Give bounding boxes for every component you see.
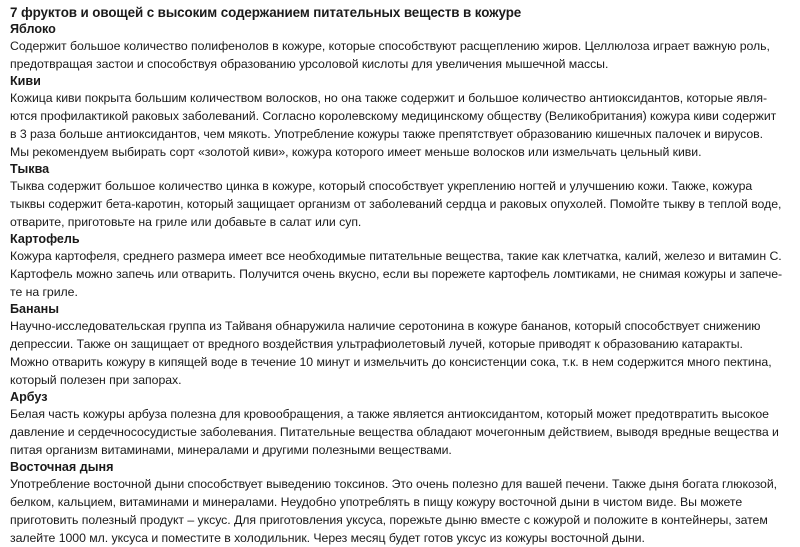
section-heading: Киви xyxy=(10,74,41,88)
paragraph-line: белком, кальцием, витаминами и минералами. Неудобно употреблять в пищу кожуру восточной дыни в чистом виде. Вы можете xyxy=(10,495,743,509)
paragraph-line: Кожица киви покрыта большим количеством волосков, но она также содержит и большое количество антиоксидантов, которые явля- xyxy=(10,91,767,105)
section-heading: Арбуз xyxy=(10,390,48,404)
paragraph-line: тыквы содержит бета-каротин, который защищает организм от заболеваний сердца и раковых опухолей. Помойте тыкву в теплой воде, xyxy=(10,197,782,211)
section-pumpkin xyxy=(10,161,790,231)
paragraph-line: Картофель можно запечь или отварить. Получится очень вкусно, если вы порежете картофель ломтиками, не снимая кожуры и запече- xyxy=(10,267,783,281)
paragraph-line: питая организм витаминами, минералами и другими полезными веществами. xyxy=(10,443,452,457)
paragraph-line: который полезен при запорах. xyxy=(10,373,182,387)
section-heading: Тыква xyxy=(10,162,50,176)
paragraph-line: Можно отварить кожуру в кипящей воде в течение 10 минут и измельчить до консистенции сока, т.к. в нем содержится много пектина, xyxy=(10,355,772,369)
section-watermelon xyxy=(10,389,790,459)
paragraph-line: давление и сердечнососудистые заболевания. Питательные вещества обладают мочегонным действием, выводя вредные вещества и xyxy=(10,425,779,439)
paragraph-line: предотвращая застои и способствуя образованию урсоловой кислоты для увеличения мышечной массы. xyxy=(10,57,609,71)
section-oriental-melon xyxy=(10,459,790,547)
paragraph-line: Кожура картофеля, среднего размера имеет все необходимые питательные вещества, такие как клетчатка, калий, железо и витамин С. xyxy=(10,249,782,263)
paragraph-line: Употребление восточной дыни способствует выведению токсинов. Это очень полезно для вашей печени. Также дыня богата глюкозой, xyxy=(10,477,778,491)
section-potato xyxy=(10,231,790,301)
section-heading: Картофель xyxy=(10,232,80,246)
paragraph-line: Мы рекомендуем выбирать сорт «золотой киви», кожура которого имеет меньше волосков или измельчать цельный киви. xyxy=(10,145,702,159)
paragraph-line: отварите, приготовьте на гриле или добавьте в салат или суп. xyxy=(10,215,362,229)
document-title: 7 фруктов и овощей с высоким содержанием питательных веществ в кожуре xyxy=(10,5,522,20)
section-kiwi xyxy=(10,73,790,161)
section-heading: Восточная дыня xyxy=(10,460,114,474)
section-apple xyxy=(10,21,790,73)
paragraph-line: депрессии. Также он защищает от вредного воздействия ультрафиолетовый лучей, которые приводят к образованию катаракты. xyxy=(10,337,743,351)
paragraph-line: приготовить полезный продукт – уксус. Для приготовления уксуса, порежьте дыню вместе с кожурой и положите в контейнеры, затем xyxy=(10,513,768,527)
section-heading: Яблоко xyxy=(10,22,56,36)
paragraph-line: Научно-исследовательская группа из Тайваня обнаружила наличие серотонина в кожуре бананов, который способствует снижению xyxy=(10,319,761,333)
section-heading: Бананы xyxy=(10,302,60,316)
paragraph-line: Тыква содержит большое количество цинка в кожуре, который способствует укреплению ногтей и улучшению кожи. Также, кожура xyxy=(10,179,753,193)
paragraph-line: те на гриле. xyxy=(10,285,78,299)
paragraph-line: Содержит большое количество полифенолов в кожуре, которые способствуют расщеплению жиров. Целлюлоза играет важную роль, xyxy=(10,39,770,53)
paragraph-line: Белая часть кожуры арбуза полезна для кровообращения, а также является антиоксидантом, который может предотвратить высокое xyxy=(10,407,769,421)
paragraph-line: залейте 1000 мл. уксуса и поместите в холодильник. Через месяц будет готов уксус из кожуры восточной дыни. xyxy=(10,531,645,545)
paragraph-line: ются профилактикой раковых заболеваний. Согласно королевскому медицинскому обществу (Великобритания) кожура киви содержит xyxy=(10,109,777,123)
section-bananas xyxy=(10,301,790,389)
paragraph-line: в 3 раза больше антиоксидантов, чем мякоть. Употребление кожуры также препятствует образованию кишечных палочек и вирусов. xyxy=(10,127,764,141)
